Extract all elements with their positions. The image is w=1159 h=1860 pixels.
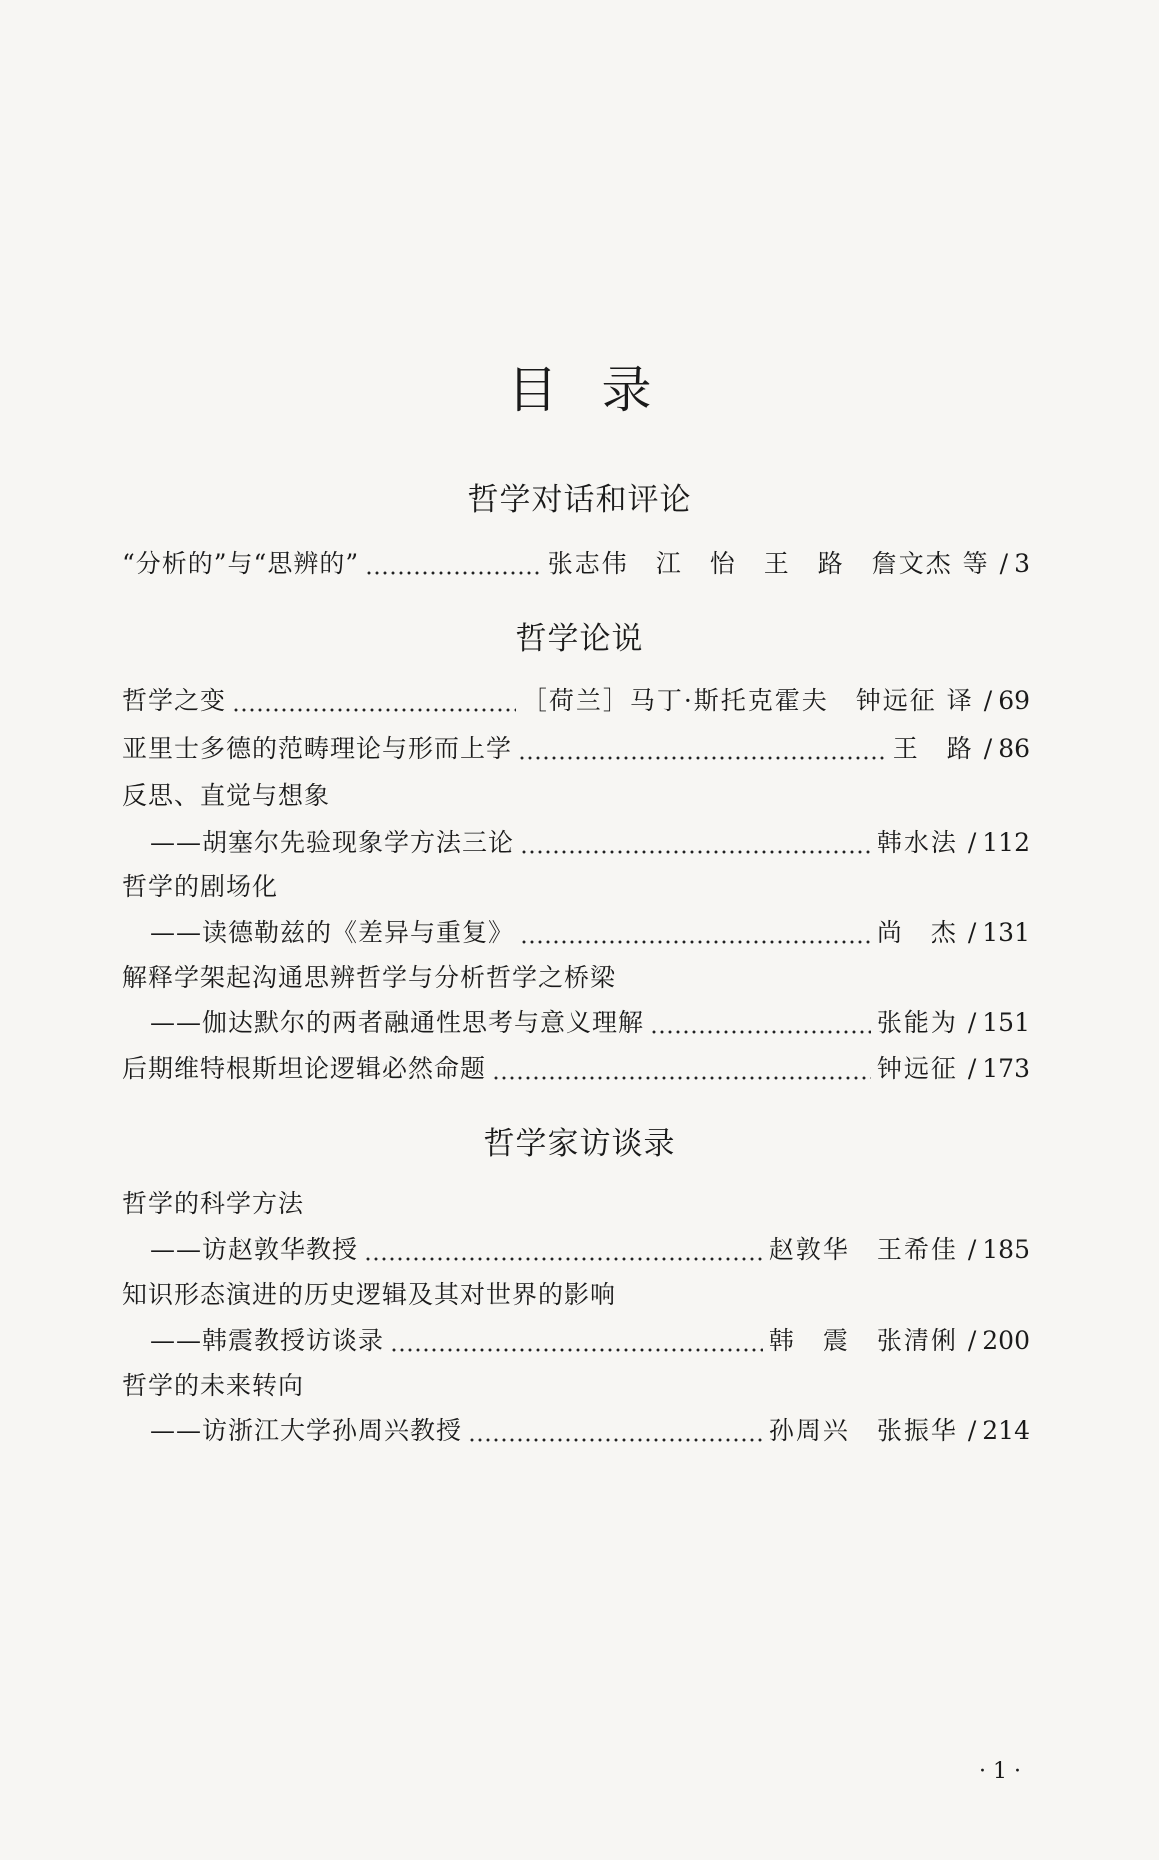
entry-subtitle: ——访赵敦华教授 bbox=[150, 1235, 359, 1264]
toc-entry[interactable] bbox=[150, 1411, 1030, 1451]
entry-page: 69 bbox=[998, 686, 1030, 715]
section-heading-dialogue: 哲学对话和评论 bbox=[467, 482, 692, 518]
entry-title: 哲学之变 bbox=[122, 686, 227, 715]
entry-title[interactable]: 解释学架起沟通思辨哲学与分析哲学之桥梁 bbox=[122, 963, 617, 992]
slash-separator: / bbox=[967, 1008, 977, 1037]
entry-author: 赵敦华 王希佳 bbox=[768, 1235, 958, 1264]
slash-separator: / bbox=[967, 1416, 977, 1445]
entry-author: 王 路 bbox=[892, 734, 974, 763]
toc-entry[interactable] bbox=[150, 823, 1030, 863]
entry-title[interactable]: 知识形态演进的历史逻辑及其对世界的影响 bbox=[122, 1280, 617, 1309]
entry-title[interactable]: 反思、直觉与想象 bbox=[122, 781, 331, 810]
dot-leader bbox=[492, 1049, 871, 1089]
slash-separator: / bbox=[967, 918, 977, 947]
entry-page: 151 bbox=[982, 1008, 1030, 1037]
entry-subtitle: ——访浙江大学孙周兴教授 bbox=[150, 1416, 463, 1445]
entry-title: “分析的”与“思辨的” bbox=[122, 549, 360, 578]
entry-page: 173 bbox=[982, 1054, 1030, 1083]
dot-leader bbox=[520, 823, 871, 863]
page-title: 目录 bbox=[507, 361, 696, 419]
toc-entry[interactable] bbox=[122, 729, 1030, 769]
entry-page: 131 bbox=[982, 918, 1030, 947]
slash-separator: / bbox=[999, 549, 1009, 578]
entry-subtitle: ——韩震教授访谈录 bbox=[150, 1326, 385, 1355]
entry-author: 孙周兴 张振华 bbox=[768, 1416, 958, 1445]
entry-subtitle: ——胡塞尔先验现象学方法三论 bbox=[150, 828, 515, 857]
entry-title: 亚里士多德的范畴理论与形而上学 bbox=[122, 734, 513, 763]
dot-leader bbox=[518, 729, 887, 769]
slash-separator: / bbox=[967, 1054, 977, 1083]
dot-leader bbox=[365, 544, 542, 584]
entry-page: 3 bbox=[1014, 549, 1030, 578]
dot-leader bbox=[520, 913, 871, 953]
entry-page: 214 bbox=[982, 1416, 1030, 1445]
entry-page: 112 bbox=[982, 828, 1030, 857]
entry-title[interactable]: 哲学的剧场化 bbox=[122, 872, 279, 901]
toc-entry[interactable] bbox=[150, 1003, 1030, 1043]
entry-author: 张志伟 江 怡 王 路 詹文杰 等 bbox=[547, 549, 990, 578]
entry-subtitle: ——伽达默尔的两者融通性思考与意义理解 bbox=[150, 1008, 645, 1037]
entry-page: 185 bbox=[982, 1235, 1030, 1264]
toc-entry[interactable] bbox=[150, 1230, 1030, 1270]
entry-author: 韩 震 张清俐 bbox=[768, 1326, 958, 1355]
toc-entry[interactable] bbox=[122, 681, 1030, 721]
entry-title[interactable]: 哲学的科学方法 bbox=[122, 1189, 305, 1218]
entry-page: 86 bbox=[998, 734, 1030, 763]
entry-title[interactable]: 哲学的未来转向 bbox=[122, 1371, 305, 1400]
dot-leader bbox=[364, 1230, 763, 1270]
toc-entry[interactable] bbox=[150, 913, 1030, 953]
dot-leader bbox=[390, 1321, 763, 1361]
slash-separator: / bbox=[983, 734, 993, 763]
slash-separator: / bbox=[967, 1326, 977, 1355]
slash-separator: / bbox=[967, 828, 977, 857]
dot-leader bbox=[468, 1411, 763, 1451]
entry-title: 后期维特根斯坦论逻辑必然命题 bbox=[122, 1054, 487, 1083]
toc-entry[interactable] bbox=[150, 1321, 1030, 1361]
entry-author: ［荷兰］马丁·斯托克霍夫 钟远征 译 bbox=[521, 686, 974, 715]
page-number: · 1 · bbox=[979, 1759, 1021, 1784]
section-heading-interviews: 哲学家访谈录 bbox=[483, 1126, 676, 1162]
entry-subtitle: ——读德勒兹的《差异与重复》 bbox=[150, 918, 515, 947]
entry-page: 200 bbox=[982, 1326, 1030, 1355]
dot-leader bbox=[232, 681, 516, 721]
toc-entry[interactable] bbox=[122, 544, 1030, 584]
section-heading-discourse: 哲学论说 bbox=[515, 621, 644, 657]
entry-author: 韩水法 bbox=[876, 828, 958, 857]
entry-author: 张能为 bbox=[876, 1008, 958, 1037]
slash-separator: / bbox=[967, 1235, 977, 1264]
entry-author: 尚 杰 bbox=[876, 918, 958, 947]
toc-entry[interactable] bbox=[122, 1049, 1030, 1089]
dot-leader bbox=[650, 1003, 871, 1043]
entry-author: 钟远征 bbox=[876, 1054, 958, 1083]
slash-separator: / bbox=[983, 686, 993, 715]
